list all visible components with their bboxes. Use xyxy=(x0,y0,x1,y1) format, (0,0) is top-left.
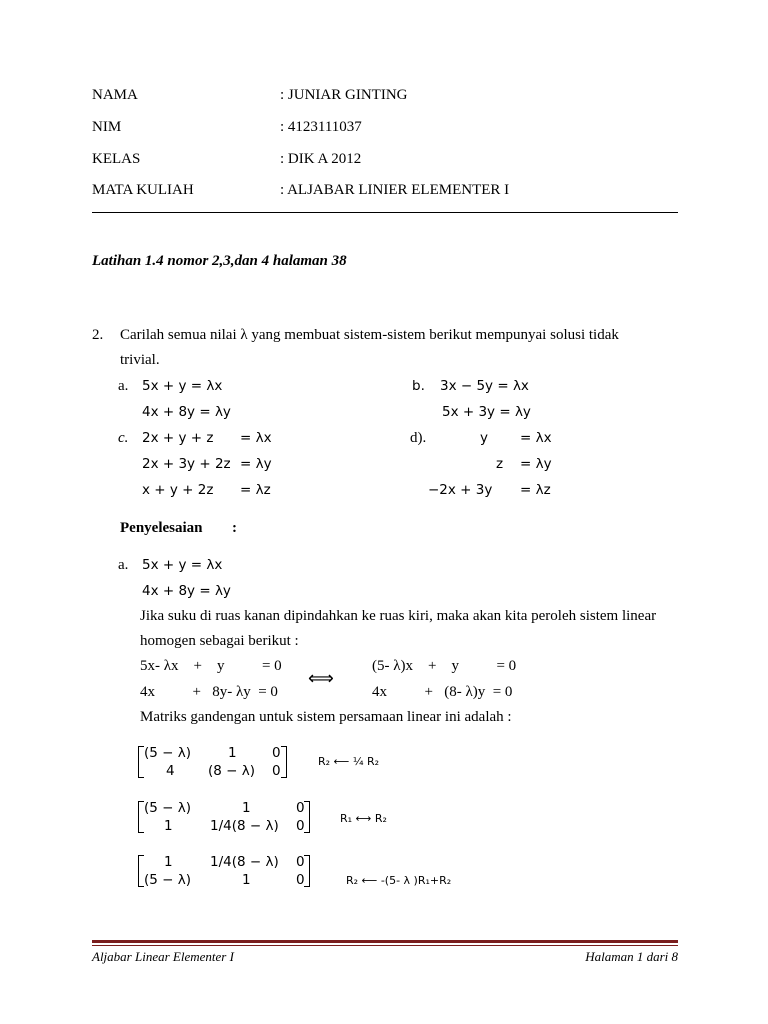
part-d-eq3-rhs: = λz xyxy=(520,482,551,498)
system-right-row2: 4x + (8- λ)y = 0 xyxy=(372,684,513,700)
problem-number: 2. xyxy=(92,327,104,343)
matrix-cell: 0 xyxy=(272,763,281,779)
system-left-row1: 5x- λx + y = 0 xyxy=(140,658,282,674)
matrix-cell: 0 xyxy=(296,854,305,870)
solution-text3: Matriks gandengan untuk sistem persamaan linear ini adalah : xyxy=(140,709,512,725)
matrix-bracket-right xyxy=(304,801,310,833)
solution-heading-colon: : xyxy=(232,520,237,536)
part-d-label: d). xyxy=(410,430,427,446)
value-nama: : JUNIAR GINTING xyxy=(280,87,408,103)
part-c-eq2-lhs: 2x + 3y + 2z xyxy=(142,456,231,472)
footer-rule-thick xyxy=(92,940,678,943)
part-c-eq3-lhs: x + y + 2z xyxy=(142,482,214,498)
label-mata-kuliah: MATA KULIAH xyxy=(92,182,194,198)
solution-heading: Penyelesaian xyxy=(120,520,203,536)
row-operation-1: R₂ ⟵ ¼ R₂ xyxy=(318,755,380,768)
matrix-cell: 1 xyxy=(242,872,251,888)
matrix-cell: (5 − λ) xyxy=(144,800,192,816)
matrix-cell: (8 − λ) xyxy=(208,763,256,779)
solution-text1: Jika suku di ruas kanan dipindahkan ke ruas kiri, maka akan kita peroleh sistem linear xyxy=(140,608,657,624)
part-c-eq3-rhs: = λz xyxy=(240,482,271,498)
label-nim: NIM xyxy=(92,119,122,135)
part-d-eq3-lhs: −2x + 3y xyxy=(428,482,493,498)
solution-eq2: 4x + 8y = λy xyxy=(142,583,231,599)
value-kelas: : DIK A 2012 xyxy=(280,151,362,167)
part-a-eq1: 5x + y = λx xyxy=(142,378,223,394)
problem-text-line1: Carilah semua nilai λ yang membuat sistem-sistem berikut mempunyai solusi tidak xyxy=(120,327,619,343)
system-right-row1: (5- λ)x + y = 0 xyxy=(372,658,517,674)
part-c-eq1-rhs: = λx xyxy=(240,430,272,446)
matrix-cell: 0 xyxy=(296,800,305,816)
matrix-cell: 1/4(8 − λ) xyxy=(210,818,279,834)
problem-text-line2: trivial. xyxy=(120,352,160,368)
part-d-eq2-lhs: z xyxy=(496,456,504,472)
matrix-bracket-right xyxy=(281,746,287,778)
part-a-eq2: 4x + 8y = λy xyxy=(142,404,231,420)
equivalence-arrow-icon: ⟺ xyxy=(308,668,334,689)
value-nim: : 4123111037 xyxy=(280,119,362,135)
part-a-label: a. xyxy=(118,378,129,394)
footer-page-number: Halaman 1 dari 8 xyxy=(585,949,678,964)
solution-eq1: 5x + y = λx xyxy=(142,557,223,573)
part-d-eq1-lhs: y xyxy=(480,430,488,446)
matrix-cell: 1 xyxy=(228,745,237,761)
label-kelas: KELAS xyxy=(92,151,141,167)
system-left-row2: 4x + 8y- λy = 0 xyxy=(140,684,278,700)
matrix-cell: 1/4(8 − λ) xyxy=(210,854,279,870)
solution-text2: homogen sebagai berikut : xyxy=(140,633,299,649)
part-b-label: b. xyxy=(412,378,425,394)
part-b-eq2: 5x + 3y = λy xyxy=(442,404,531,420)
footer-course: Aljabar Linear Elementer I xyxy=(92,949,234,964)
part-c-label: c. xyxy=(118,430,129,446)
matrix-bracket-right xyxy=(304,855,310,887)
exercise-subtitle: Latihan 1.4 nomor 2,3,dan 4 halaman 38 xyxy=(92,253,347,269)
solution-a-label: a. xyxy=(118,557,129,573)
row-operation-2: R₁ ⟷ R₂ xyxy=(340,812,387,825)
matrix-cell: (5 − λ) xyxy=(144,872,192,888)
part-c-eq1-lhs: 2x + y + z xyxy=(142,430,214,446)
label-nama: NAMA xyxy=(92,87,138,103)
part-d-eq2-rhs: = λy xyxy=(520,456,552,472)
row-operation-3: R₂ ⟵ -(5- λ )R₁+R₂ xyxy=(346,874,452,887)
part-d-eq1-rhs: = λx xyxy=(520,430,552,446)
matrix-cell: 4 xyxy=(166,763,175,779)
matrix-cell: 0 xyxy=(272,745,281,761)
header-divider xyxy=(92,212,678,213)
matrix-cell: (5 − λ) xyxy=(144,745,192,761)
footer-rule-thin xyxy=(92,945,678,946)
part-b-eq1: 3x − 5y = λx xyxy=(440,378,529,394)
matrix-cell: 1 xyxy=(164,818,173,834)
value-mata-kuliah: : ALJABAR LINIER ELEMENTER I xyxy=(280,182,510,198)
matrix-cell: 0 xyxy=(296,818,305,834)
matrix-cell: 1 xyxy=(242,800,251,816)
part-c-eq2-rhs: = λy xyxy=(240,456,272,472)
matrix-cell: 0 xyxy=(296,872,305,888)
matrix-cell: 1 xyxy=(164,854,173,870)
